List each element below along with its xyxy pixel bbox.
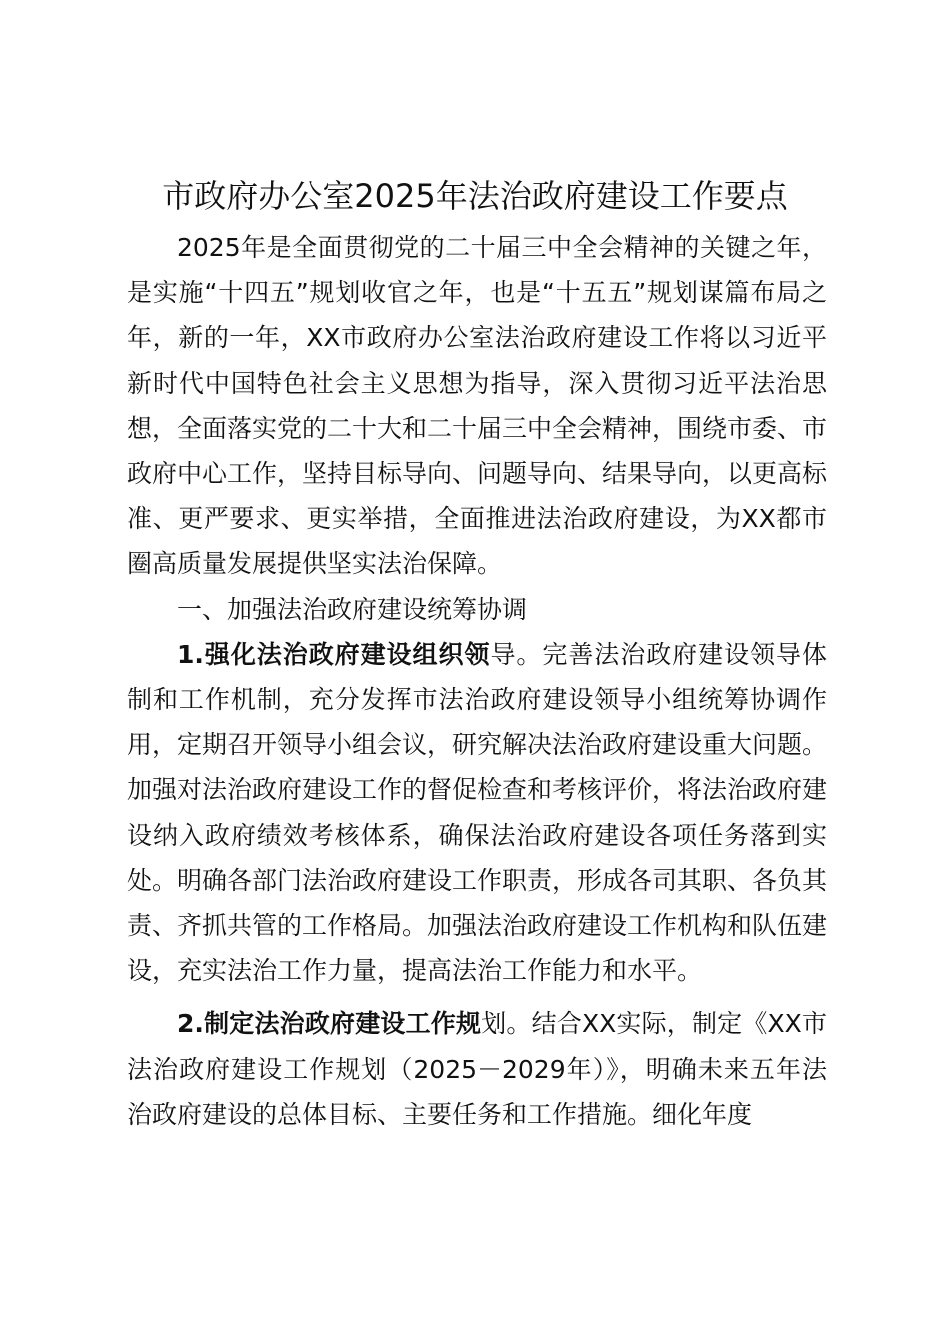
item-1-lead-bold: 1.强化法治政府建设组织领 (177, 639, 491, 669)
document-title: 市政府办公室2025年法治政府建设工作要点 (162, 177, 788, 215)
item-2-lead-rest: 划。 (481, 1009, 532, 1039)
item-2-body: 结合XX实际，制定《XX市法治政府建设工作规划（2025－2029年）》，明确未来五年法治政府建设的总体目标、主要任务和工作措施。细化年度 (127, 1009, 827, 1129)
item-1-body: 完善法治政府建设领导体制和工作机制，充分发挥市法治政府建设领导小组统筹协调作用，定期召开领导小组会议，研究解决法治政府建设重大问题。加强对法治政府建设工作的督促检查和考核评价，将法治政府建设纳入政府绩效考核体系，确保法治政府建设各项任务落到实处。明确各部门法治政府建设工作职责，形成各司其职、各负其责、齐抓共管的工作格局。加强法治政府建设工作机构和队伍建设，充实法治工作力量，提高法治工作能力和水平。 (127, 639, 828, 986)
section-1-heading: 一、加强法治政府建设统筹协调 (177, 594, 528, 624)
item-2-paragraph (127, 1001, 827, 1137)
item-2-lead-bold: 2.制定法治政府建设工作规 (177, 1009, 482, 1039)
intro-paragraph: 2025年是全面贯彻党的二十届三中全会精神的关键之年，是实施“十四五”规划收官之年，也是“十五五”规划谋篇布局之年，新的一年，XX市政府办公室法治政府建设工作将以习近平新时代中国特色社会主义思想为指导，深入贯彻习近平法治思想，全面落实党的二十大和二十届三中全会精神，围绕市委、市政府中心工作，坚持目标导向、问题导向、结果导向，以更高标准、更严要求、更实举措，全面推进法治政府建设，为XX都市圈高质量发展提供坚实法治保障。 (127, 233, 828, 579)
document-body (127, 225, 827, 1137)
item-1-lead-rest: 导。 (490, 639, 543, 669)
item-1-paragraph (127, 632, 827, 994)
